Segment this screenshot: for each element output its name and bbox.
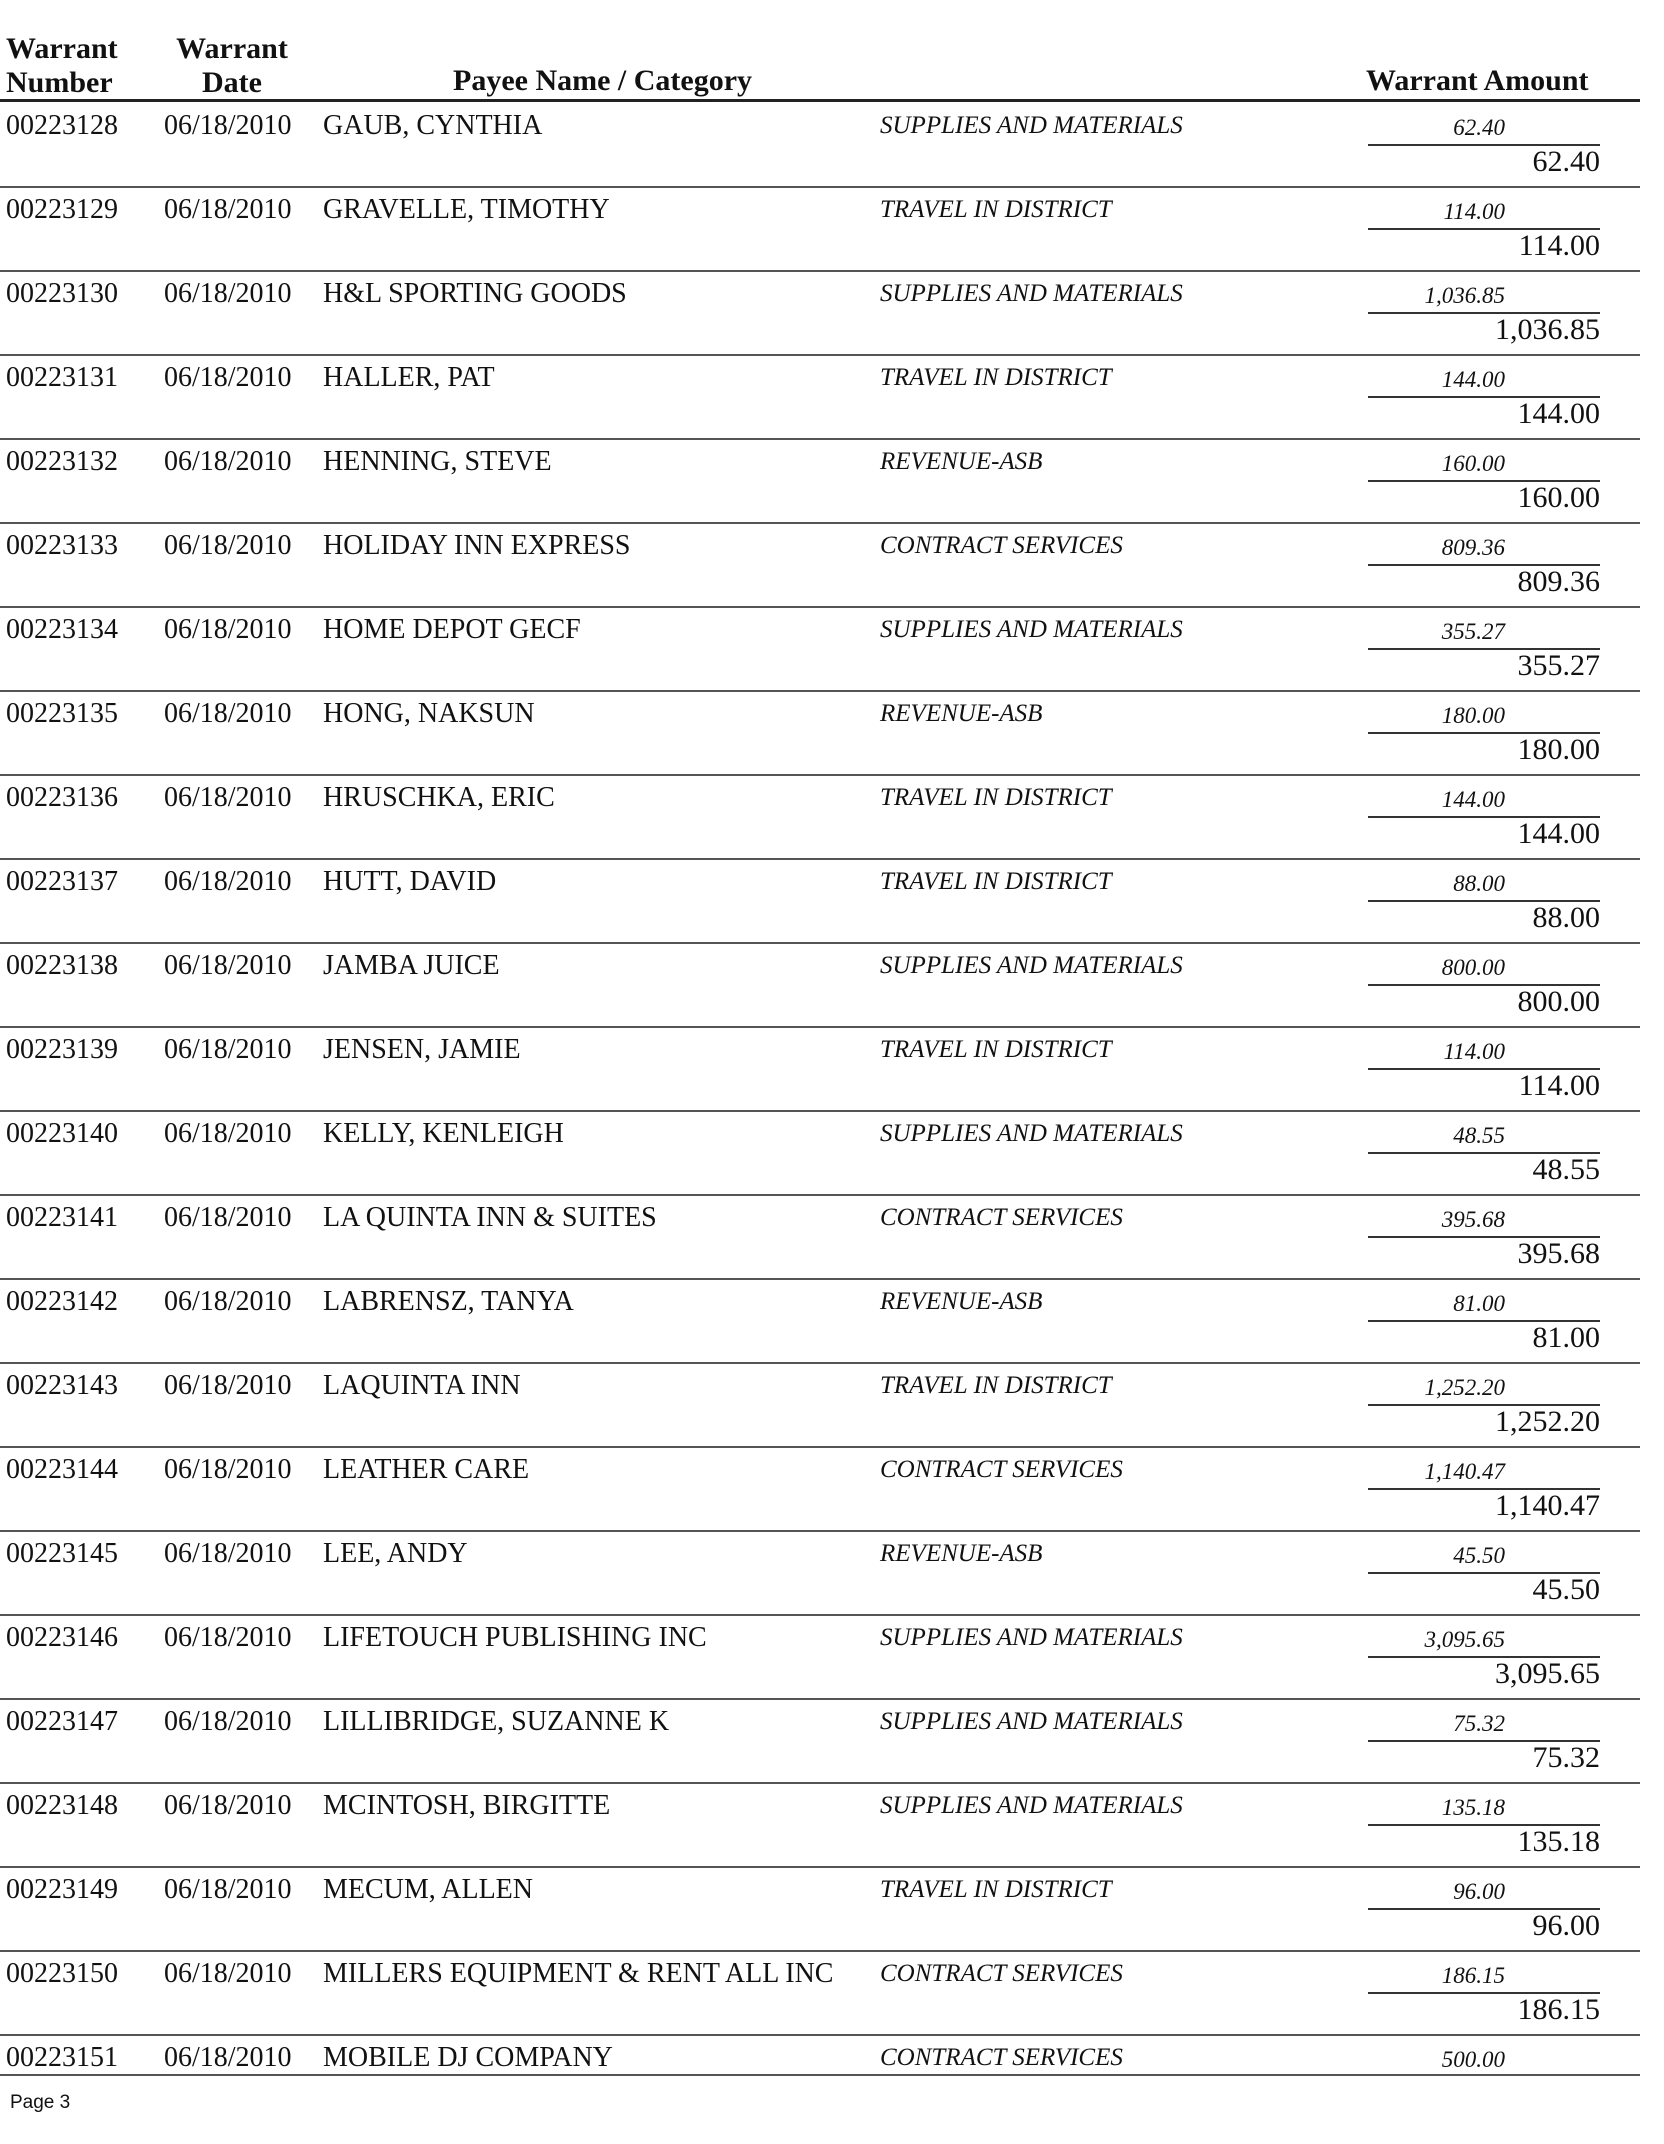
category-amount-cell: 81.00	[1453, 1291, 1505, 1316]
warrant-number-cell: 00223145	[6, 1538, 118, 1569]
payee-name-cell: GRAVELLE, TIMOTHY	[323, 194, 610, 225]
warrant-number-cell: 00223130	[6, 278, 118, 309]
warrant-date-cell: 06/18/2010	[164, 614, 292, 645]
warrant-total-cell: 88.00	[1532, 901, 1600, 934]
warrant-total-cell: 114.00	[1518, 229, 1600, 262]
warrant-date-cell: 06/18/2010	[164, 1118, 292, 1149]
warrant-number-cell: 00223149	[6, 1874, 118, 1905]
warrant-date-cell: 06/18/2010	[164, 194, 292, 225]
category-amount-cell: 144.00	[1441, 367, 1505, 392]
category-cell: REVENUE-ASB	[880, 700, 1043, 727]
category-amount-cell: 186.15	[1441, 1963, 1505, 1988]
warrant-date-cell: 06/18/2010	[164, 1874, 292, 1905]
table-row	[0, 860, 1640, 944]
warrant-date-cell: 06/18/2010	[164, 698, 292, 729]
warrant-number-cell: 00223150	[6, 1958, 118, 1989]
warrant-number-cell: 00223142	[6, 1286, 118, 1317]
warrant-total-cell: 96.00	[1532, 1909, 1600, 1942]
category-cell: SUPPLIES AND MATERIALS	[880, 280, 1183, 307]
warrant-date-cell: 06/18/2010	[164, 278, 292, 309]
warrant-date-cell: 06/18/2010	[164, 1034, 292, 1065]
category-cell: SUPPLIES AND MATERIALS	[880, 1120, 1183, 1147]
warrant-number-cell: 00223143	[6, 1370, 118, 1401]
payee-name-cell: KELLY, KENLEIGH	[323, 1118, 564, 1149]
payee-name-cell: JENSEN, JAMIE	[323, 1034, 521, 1065]
category-amount-cell: 160.00	[1441, 451, 1505, 476]
warrant-total-cell: 144.00	[1517, 397, 1600, 430]
table-row	[0, 944, 1640, 1028]
table-row	[0, 608, 1640, 692]
payee-name-cell: LA QUINTA INN & SUITES	[323, 1202, 657, 1233]
warrant-number-cell: 00223138	[6, 950, 118, 981]
warrant-date-cell: 06/18/2010	[164, 1454, 292, 1485]
warrant-date-cell: 06/18/2010	[164, 1202, 292, 1233]
warrant-total-cell: 45.50	[1532, 1573, 1600, 1606]
payee-name-cell: MECUM, ALLEN	[323, 1874, 533, 1905]
payee-name-cell: MCINTOSH, BIRGITTE	[323, 1790, 611, 1821]
table-row	[0, 1028, 1640, 1112]
warrant-number-cell: 00223140	[6, 1118, 118, 1149]
table-row	[0, 1616, 1640, 1700]
warrant-date-cell: 06/18/2010	[164, 1286, 292, 1317]
warrant-number-cell: 00223128	[6, 110, 118, 141]
warrant-total-cell: 800.00	[1517, 985, 1600, 1018]
warrant-date-cell: 06/18/2010	[164, 1706, 292, 1737]
payee-name-cell: LILLIBRIDGE, SUZANNE K	[323, 1706, 670, 1737]
category-cell: SUPPLIES AND MATERIALS	[880, 1708, 1183, 1735]
warrant-number-cell: 00223146	[6, 1622, 118, 1653]
category-amount-cell: 1,140.47	[1424, 1459, 1505, 1484]
table-row	[0, 2036, 1640, 2118]
category-cell: SUPPLIES AND MATERIALS	[880, 112, 1183, 139]
payee-name-cell: LEE, ANDY	[323, 1538, 468, 1569]
page-number: 3	[59, 2092, 71, 2113]
category-amount-cell: 48.55	[1453, 1123, 1505, 1148]
category-amount-cell: 355.27	[1441, 619, 1505, 644]
warrant-date-cell: 06/18/2010	[164, 1538, 292, 1569]
category-cell: REVENUE-ASB	[880, 1288, 1043, 1315]
table-row	[0, 356, 1640, 440]
payee-name-cell: LIFETOUCH PUBLISHING INC	[323, 1622, 707, 1653]
header-number-line1: Warrant	[6, 32, 118, 65]
payee-name-cell: HENNING, STEVE	[323, 446, 552, 477]
table-row	[0, 1868, 1640, 1952]
warrant-total-cell: 395.68	[1517, 1237, 1600, 1270]
warrant-date-cell: 06/18/2010	[164, 446, 292, 477]
warrant-date-cell: 06/18/2010	[164, 782, 292, 813]
warrant-number-cell: 00223133	[6, 530, 118, 561]
warrant-number-cell: 00223147	[6, 1706, 118, 1737]
category-cell: CONTRACT SERVICES	[880, 1456, 1123, 1483]
header-payee-category: Payee Name / Category	[453, 64, 753, 97]
header-number-line2: Number	[6, 66, 113, 99]
payee-name-cell: MOBILE DJ COMPANY	[323, 2042, 613, 2073]
payee-name-cell: LEATHER CARE	[323, 1454, 530, 1485]
category-amount-cell: 114.00	[1443, 1039, 1505, 1064]
payee-name-cell: HALLER, PAT	[323, 362, 495, 393]
table-row	[0, 188, 1640, 272]
table-bottom-divider	[0, 2074, 1640, 2076]
category-cell: TRAVEL IN DISTRICT	[880, 1876, 1112, 1903]
table-row	[0, 1364, 1640, 1448]
warrant-date-cell: 06/18/2010	[164, 530, 292, 561]
category-amount-cell: 3,095.65	[1424, 1627, 1505, 1652]
table-row	[0, 440, 1640, 524]
warrant-date-cell: 06/18/2010	[164, 950, 292, 981]
warrant-date-cell: 06/18/2010	[164, 362, 292, 393]
warrant-date-cell: 06/18/2010	[164, 1958, 292, 1989]
category-cell: TRAVEL IN DISTRICT	[880, 868, 1112, 895]
category-cell: SUPPLIES AND MATERIALS	[880, 1792, 1183, 1819]
payee-name-cell: HOME DEPOT GECF	[323, 614, 581, 645]
category-cell: TRAVEL IN DISTRICT	[880, 196, 1112, 223]
category-amount-cell: 1,036.85	[1424, 283, 1505, 308]
category-amount-cell: 62.40	[1453, 115, 1505, 140]
category-cell: REVENUE-ASB	[880, 448, 1043, 475]
warrant-total-cell: 75.32	[1532, 1741, 1600, 1774]
category-cell: TRAVEL IN DISTRICT	[880, 784, 1112, 811]
header-date-line2: Date	[202, 66, 262, 99]
warrant-date-cell: 06/18/2010	[164, 1790, 292, 1821]
header-divider	[0, 99, 1640, 102]
warrant-number-cell: 00223139	[6, 1034, 118, 1065]
category-cell: REVENUE-ASB	[880, 1540, 1043, 1567]
warrant-number-cell: 00223132	[6, 446, 118, 477]
payee-name-cell: HUTT, DAVID	[323, 866, 497, 897]
category-amount-cell: 88.00	[1453, 871, 1505, 896]
header-warrant-number	[6, 32, 118, 100]
warrant-date-cell: 06/18/2010	[164, 1370, 292, 1401]
warrant-total-cell: 1,140.47	[1495, 1489, 1600, 1522]
warrant-total-cell: 180.00	[1517, 733, 1600, 766]
warrant-total-cell: 809.36	[1517, 565, 1600, 598]
warrant-number-cell: 00223131	[6, 362, 118, 393]
warrant-number-cell: 00223134	[6, 614, 118, 645]
warrant-number-cell: 00223137	[6, 866, 118, 897]
table-row	[0, 1784, 1640, 1868]
payee-name-cell: GAUB, CYNTHIA	[323, 110, 543, 141]
category-cell: CONTRACT SERVICES	[880, 1960, 1123, 1987]
category-cell: TRAVEL IN DISTRICT	[880, 1372, 1112, 1399]
warrant-number-cell: 00223136	[6, 782, 118, 813]
warrant-total-cell: 355.27	[1517, 649, 1600, 682]
table-row	[0, 104, 1640, 188]
payee-name-cell: LABRENSZ, TANYA	[323, 1286, 574, 1317]
warrant-table	[0, 104, 1640, 2118]
table-row	[0, 1196, 1640, 1280]
category-cell: TRAVEL IN DISTRICT	[880, 364, 1112, 391]
warrant-total-cell: 135.18	[1517, 1825, 1600, 1858]
table-row	[0, 1280, 1640, 1364]
table-row	[0, 776, 1640, 860]
category-cell: CONTRACT SERVICES	[880, 1204, 1123, 1231]
warrant-total-cell: 3,095.65	[1495, 1657, 1600, 1690]
table-row	[0, 524, 1640, 608]
warrant-total-cell: 186.15	[1517, 1993, 1600, 2026]
warrant-total-cell: 160.00	[1517, 481, 1600, 514]
payee-name-cell: HONG, NAKSUN	[323, 698, 535, 729]
category-amount-cell: 96.00	[1453, 1879, 1505, 1904]
category-amount-cell: 135.18	[1441, 1795, 1505, 1820]
payee-name-cell: JAMBA JUICE	[323, 950, 500, 981]
category-amount-cell: 1,252.20	[1424, 1375, 1505, 1400]
category-cell: TRAVEL IN DISTRICT	[880, 1036, 1112, 1063]
category-cell: SUPPLIES AND MATERIALS	[880, 952, 1183, 979]
warrant-number-cell: 00223141	[6, 1202, 118, 1233]
category-amount-cell: 800.00	[1441, 955, 1505, 980]
warrant-total-cell: 1,252.20	[1495, 1405, 1600, 1438]
warrant-number-cell: 00223144	[6, 1454, 118, 1485]
header-warrant-date	[162, 32, 302, 100]
category-cell: SUPPLIES AND MATERIALS	[880, 1624, 1183, 1651]
header-warrant-amount: Warrant Amount	[1366, 64, 1589, 97]
table-row	[0, 1700, 1640, 1784]
category-amount-cell: 500.00	[1441, 2047, 1505, 2072]
table-row	[0, 1448, 1640, 1532]
table-row	[0, 272, 1640, 356]
category-amount-cell: 809.36	[1441, 535, 1505, 560]
warrant-number-cell: 00223135	[6, 698, 118, 729]
warrant-total-cell: 81.00	[1532, 1321, 1600, 1354]
category-amount-cell: 180.00	[1441, 703, 1505, 728]
category-amount-cell: 395.68	[1441, 1207, 1505, 1232]
payee-name-cell: LAQUINTA INN	[323, 1370, 521, 1401]
payee-name-cell: HRUSCHKA, ERIC	[323, 782, 555, 813]
payee-name-cell: MILLERS EQUIPMENT & RENT ALL INC	[323, 1958, 834, 1989]
payee-name-cell: H&L SPORTING GOODS	[323, 278, 627, 309]
warrant-number-cell: 00223148	[6, 1790, 118, 1821]
category-cell: SUPPLIES AND MATERIALS	[880, 616, 1183, 643]
warrant-total-cell: 1,036.85	[1495, 313, 1600, 346]
warrant-date-cell: 06/18/2010	[164, 2042, 292, 2073]
category-amount-cell: 144.00	[1441, 787, 1505, 812]
warrant-total-cell: 62.40	[1532, 145, 1600, 178]
table-row	[0, 1952, 1640, 2036]
warrant-total-cell: 144.00	[1517, 817, 1600, 850]
warrant-number-cell: 00223151	[6, 2042, 118, 2073]
page-label: Page	[10, 2092, 55, 2113]
table-row	[0, 1112, 1640, 1196]
table-row	[0, 692, 1640, 776]
table-row	[0, 1532, 1640, 1616]
payee-name-cell: HOLIDAY INN EXPRESS	[323, 530, 631, 561]
warrant-total-cell: 114.00	[1518, 1069, 1600, 1102]
header-date-line1: Warrant	[176, 32, 288, 65]
warrant-date-cell: 06/18/2010	[164, 1622, 292, 1653]
warrant-total-cell: 48.55	[1532, 1153, 1600, 1186]
warrant-date-cell: 06/18/2010	[164, 110, 292, 141]
category-amount-cell: 75.32	[1453, 1711, 1505, 1736]
category-cell: CONTRACT SERVICES	[880, 532, 1123, 559]
page-footer	[10, 2092, 70, 2114]
warrant-number-cell: 00223129	[6, 194, 118, 225]
category-cell: CONTRACT SERVICES	[880, 2044, 1123, 2071]
category-amount-cell: 45.50	[1453, 1543, 1505, 1568]
category-amount-cell: 114.00	[1443, 199, 1505, 224]
warrant-date-cell: 06/18/2010	[164, 866, 292, 897]
